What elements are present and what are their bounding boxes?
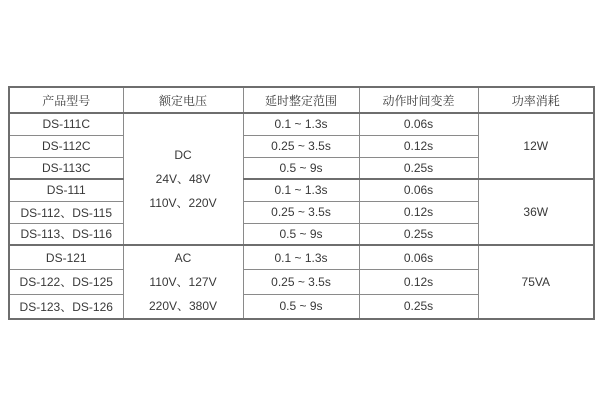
table-row xyxy=(9,179,594,201)
cell-model: DS-112C xyxy=(9,135,123,157)
cell-voltage-ac xyxy=(123,245,243,319)
cell-model: DS-122、DS-125 xyxy=(9,270,123,295)
cell-model: DS-121 xyxy=(9,245,123,270)
col-header-delay-setting-range: 延时整定范围 xyxy=(243,87,359,113)
cell-delay-range: 0.25 ~ 3.5s xyxy=(243,201,359,223)
cell-time-variation: 0.06s xyxy=(359,179,478,201)
header-row xyxy=(9,87,594,113)
voltage-line: 110V、220V xyxy=(149,196,217,210)
cell-model: DS-111 xyxy=(9,179,123,201)
cell-model: DS-111C xyxy=(9,113,123,135)
col-header-action-time-variation: 动作时间变差 xyxy=(359,87,478,113)
cell-delay-range: 0.1 ~ 1.3s xyxy=(243,179,359,201)
cell-model: DS-123、DS-126 xyxy=(9,294,123,319)
col-header-product-model: 产品型号 xyxy=(9,87,123,113)
cell-time-variation: 0.25s xyxy=(359,223,478,245)
voltage-line: DC xyxy=(174,148,192,162)
table-row xyxy=(9,113,594,135)
product-spec-table xyxy=(8,86,595,320)
cell-power: 75VA xyxy=(478,245,594,319)
cell-delay-range: 0.25 ~ 3.5s xyxy=(243,270,359,295)
voltage-line: 110V、127V xyxy=(149,275,217,289)
cell-time-variation: 0.12s xyxy=(359,201,478,223)
cell-time-variation: 0.25s xyxy=(359,294,478,319)
cell-delay-range: 0.1 ~ 1.3s xyxy=(243,245,359,270)
voltage-line: AC xyxy=(174,251,192,265)
cell-time-variation: 0.06s xyxy=(359,113,478,135)
cell-delay-range: 0.5 ~ 9s xyxy=(243,294,359,319)
cell-model: DS-113C xyxy=(9,157,123,179)
table-row xyxy=(9,245,594,270)
col-header-power-consumption: 功率消耗 xyxy=(478,87,594,113)
cell-time-variation: 0.25s xyxy=(359,157,478,179)
col-header-rated-voltage: 额定电压 xyxy=(123,87,243,113)
cell-delay-range: 0.5 ~ 9s xyxy=(243,223,359,245)
voltage-line: 24V、48V xyxy=(155,172,211,186)
cell-power: 36W xyxy=(478,179,594,245)
cell-model: DS-112、DS-115 xyxy=(9,201,123,223)
cell-model: DS-113、DS-116 xyxy=(9,223,123,245)
cell-time-variation: 0.12s xyxy=(359,270,478,295)
cell-time-variation: 0.12s xyxy=(359,135,478,157)
cell-voltage-dc xyxy=(123,113,243,245)
cell-delay-range: 0.25 ~ 3.5s xyxy=(243,135,359,157)
cell-delay-range: 0.1 ~ 1.3s xyxy=(243,113,359,135)
cell-time-variation: 0.06s xyxy=(359,245,478,270)
voltage-line: 220V、380V xyxy=(148,299,218,313)
cell-power: 12W xyxy=(478,113,594,179)
cell-delay-range: 0.5 ~ 9s xyxy=(243,157,359,179)
